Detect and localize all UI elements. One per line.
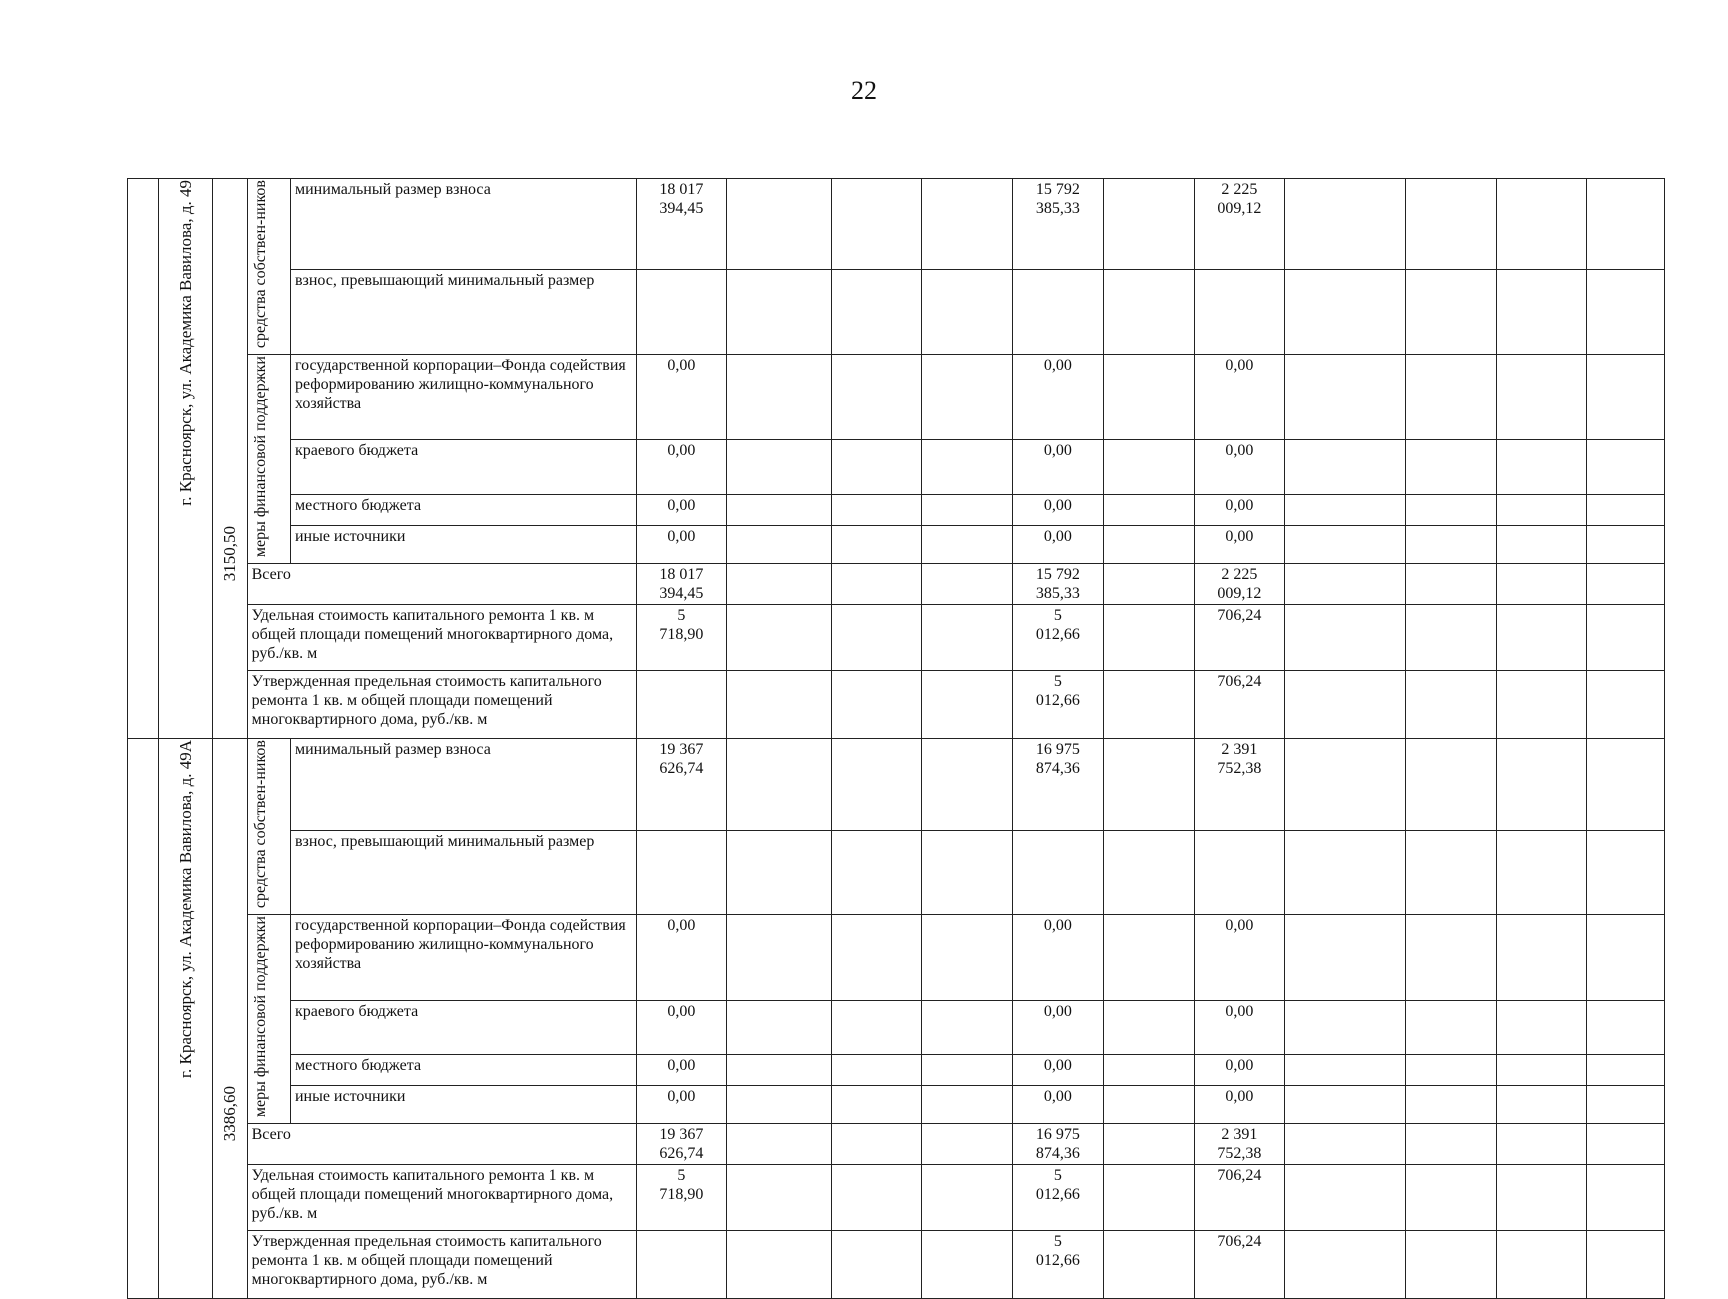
unit-cost-value-b: 5 012,66 [1012, 1165, 1103, 1231]
empty-cell [922, 179, 1013, 270]
empty-cell [1496, 525, 1587, 563]
other-sources-value-c: 0,00 [1194, 1086, 1285, 1124]
empty-cell [922, 564, 1013, 605]
other-sources-value-b: 0,00 [1012, 1086, 1103, 1124]
empty-cell [1103, 440, 1194, 494]
empty-cell [1285, 270, 1406, 355]
fund-value-a: 0,00 [636, 355, 727, 440]
empty-cell [1103, 830, 1194, 915]
empty-cell [922, 270, 1013, 355]
empty-cell [1285, 671, 1406, 739]
empty-cell [1587, 1231, 1665, 1299]
empty-cell [1496, 355, 1587, 440]
empty-cell [1405, 1124, 1496, 1165]
empty-cell [832, 830, 922, 915]
empty-cell [1405, 1231, 1496, 1299]
table-row [128, 440, 1665, 494]
table-row [128, 1124, 1665, 1165]
table-row [128, 915, 1665, 1000]
empty-cell [1103, 1231, 1194, 1299]
empty-cell [1587, 830, 1665, 915]
unit-cost-label: Удельная стоимость капитального ремонта 1 кв. м общей площади помещений многоквартирного дома, руб./кв. м [247, 1165, 636, 1231]
regional-budget-value-c: 0,00 [1194, 440, 1285, 494]
local-budget-value-b: 0,00 [1012, 494, 1103, 525]
empty-cell [1103, 739, 1194, 830]
other-sources-value-c: 0,00 [1194, 525, 1285, 563]
fund-value-b: 0,00 [1012, 915, 1103, 1000]
empty-cell [1496, 494, 1587, 525]
min-contribution-value-a: 18 017 394,45 [636, 179, 727, 270]
limit-cost-value-c: 706,24 [1194, 671, 1285, 739]
empty-cell [922, 605, 1013, 671]
support-measures-label: меры финансовой поддержки [247, 915, 290, 1124]
empty-cell [1103, 355, 1194, 440]
empty-cell [727, 1165, 832, 1231]
over-min-label: взнос, превышающий минимальный размер [290, 830, 636, 915]
empty-cell [1496, 1000, 1587, 1054]
empty-cell [832, 1124, 922, 1165]
empty-cell [832, 179, 922, 270]
page-number: 22 [851, 76, 877, 105]
table-row [128, 1165, 1665, 1231]
building-address: г. Красноярск, ул. Академика Вавилова, д. 49А [158, 739, 212, 1299]
empty-cell [922, 739, 1013, 830]
unit-cost-label: Удельная стоимость капитального ремонта 1 кв. м общей площади помещений многоквартирного дома, руб./кв. м [247, 605, 636, 671]
empty-cell [1405, 739, 1496, 830]
empty-cell [1496, 179, 1587, 270]
fund-label: государственной корпорации–Фонда содействия реформированию жилищно-коммунального хозяйства [290, 915, 636, 1000]
min-contribution-value-c: 2 391 752,38 [1194, 739, 1285, 830]
empty-cell [922, 830, 1013, 915]
min-contribution-label: минимальный размер взноса [290, 179, 636, 270]
over-min-label: взнос, превышающий минимальный размер [290, 270, 636, 355]
other-sources-value-b: 0,00 [1012, 525, 1103, 563]
regional-budget-value-a: 0,00 [636, 1000, 727, 1054]
fund-label: государственной корпорации–Фонда содействия реформированию жилищно-коммунального хозяйства [290, 355, 636, 440]
regional-budget-value-c: 0,00 [1194, 1000, 1285, 1054]
unit-cost-value-a: 5 718,90 [636, 605, 727, 671]
empty-cell [1587, 1165, 1665, 1231]
empty-cell [922, 440, 1013, 494]
empty-cell [1103, 270, 1194, 355]
limit-cost-value-c: 706,24 [1194, 1231, 1285, 1299]
empty-cell [1587, 564, 1665, 605]
empty-cell [1405, 830, 1496, 915]
empty-cell [922, 915, 1013, 1000]
empty-cell [1405, 494, 1496, 525]
empty-cell [1285, 1086, 1406, 1124]
empty-cell [1587, 440, 1665, 494]
total-value-c: 2 225 009,12 [1194, 564, 1285, 605]
limit-cost-label: Утвержденная предельная стоимость капитального ремонта 1 кв. м общей площади помещений многоквартирного дома, руб./кв. м [247, 1231, 636, 1299]
empty-cell [1285, 1231, 1406, 1299]
empty-cell [727, 179, 832, 270]
total-label: Всего [247, 1124, 636, 1165]
row-number-cell [128, 739, 159, 1299]
empty-cell [1103, 1165, 1194, 1231]
empty-cell [727, 355, 832, 440]
table-row [128, 494, 1665, 525]
empty-cell [727, 915, 832, 1000]
empty-cell [727, 739, 832, 830]
empty-cell [1405, 270, 1496, 355]
empty-cell [1285, 915, 1406, 1000]
empty-cell [727, 830, 832, 915]
empty-cell [727, 1124, 832, 1165]
empty-cell [832, 1054, 922, 1085]
empty-cell [1496, 1086, 1587, 1124]
regional-budget-label: краевого бюджета [290, 440, 636, 494]
empty-cell [1285, 440, 1406, 494]
empty-cell [1285, 1165, 1406, 1231]
empty-cell [1496, 739, 1587, 830]
empty-cell [832, 1086, 922, 1124]
total-value-a: 19 367 626,74 [636, 1124, 727, 1165]
empty-cell [1496, 1165, 1587, 1231]
over-min-value-c [1194, 830, 1285, 915]
empty-cell [922, 671, 1013, 739]
empty-cell [1103, 671, 1194, 739]
limit-cost-value-a [636, 1231, 727, 1299]
table-row [128, 830, 1665, 915]
empty-cell [922, 1165, 1013, 1231]
empty-cell [1405, 671, 1496, 739]
empty-cell [1103, 1124, 1194, 1165]
empty-cell [727, 270, 832, 355]
empty-cell [832, 671, 922, 739]
local-budget-label: местного бюджета [290, 494, 636, 525]
empty-cell [832, 915, 922, 1000]
fund-value-a: 0,00 [636, 915, 727, 1000]
over-min-value-c [1194, 270, 1285, 355]
empty-cell [832, 494, 922, 525]
empty-cell [1496, 1124, 1587, 1165]
empty-cell [832, 525, 922, 563]
table-row [128, 739, 1665, 830]
empty-cell [1103, 1000, 1194, 1054]
empty-cell [1496, 605, 1587, 671]
regional-budget-value-a: 0,00 [636, 440, 727, 494]
table-row [128, 671, 1665, 739]
empty-cell [1496, 830, 1587, 915]
support-measures-label: меры финансовой поддержки [247, 355, 290, 564]
empty-cell [1103, 915, 1194, 1000]
unit-cost-value-c: 706,24 [1194, 1165, 1285, 1231]
total-label: Всего [247, 564, 636, 605]
empty-cell [1587, 1000, 1665, 1054]
empty-cell [1587, 355, 1665, 440]
empty-cell [1587, 525, 1665, 563]
owners-funds-label: средства собствен-ников [247, 739, 290, 915]
empty-cell [1405, 915, 1496, 1000]
limit-cost-value-a [636, 671, 727, 739]
unit-cost-value-a: 5 718,90 [636, 1165, 727, 1231]
min-contribution-value-b: 15 792 385,33 [1012, 179, 1103, 270]
empty-cell [1285, 355, 1406, 440]
empty-cell [922, 1000, 1013, 1054]
empty-cell [727, 1086, 832, 1124]
local-budget-value-b: 0,00 [1012, 1054, 1103, 1085]
other-sources-value-a: 0,00 [636, 1086, 727, 1124]
unit-cost-value-c: 706,24 [1194, 605, 1285, 671]
over-min-value-a [636, 270, 727, 355]
empty-cell [1587, 270, 1665, 355]
empty-cell [1285, 1000, 1406, 1054]
min-contribution-value-b: 16 975 874,36 [1012, 739, 1103, 830]
empty-cell [832, 440, 922, 494]
table-row [128, 1086, 1665, 1124]
min-contribution-value-c: 2 225 009,12 [1194, 179, 1285, 270]
empty-cell [922, 1054, 1013, 1085]
empty-cell [832, 605, 922, 671]
empty-cell [922, 1231, 1013, 1299]
empty-cell [1285, 1054, 1406, 1085]
local-budget-value-c: 0,00 [1194, 1054, 1285, 1085]
empty-cell [727, 525, 832, 563]
empty-cell [1285, 1124, 1406, 1165]
min-contribution-label: минимальный размер взноса [290, 739, 636, 830]
local-budget-value-a: 0,00 [636, 494, 727, 525]
owners-funds-label: средства собствен-ников [247, 179, 290, 355]
empty-cell [727, 605, 832, 671]
empty-cell [1587, 179, 1665, 270]
total-value-b: 15 792 385,33 [1012, 564, 1103, 605]
empty-cell [1405, 605, 1496, 671]
building-address: г. Красноярск, ул. Академика Вавилова, д. 49 [158, 179, 212, 739]
fund-value-c: 0,00 [1194, 915, 1285, 1000]
empty-cell [1405, 179, 1496, 270]
over-min-value-a [636, 830, 727, 915]
empty-cell [1103, 494, 1194, 525]
empty-cell [1587, 605, 1665, 671]
empty-cell [1103, 1086, 1194, 1124]
capital-repair-table [127, 178, 1665, 1299]
table-row [128, 179, 1665, 270]
empty-cell [832, 355, 922, 440]
empty-cell [832, 564, 922, 605]
empty-cell [1285, 605, 1406, 671]
empty-cell [1587, 739, 1665, 830]
empty-cell [832, 270, 922, 355]
empty-cell [1103, 564, 1194, 605]
empty-cell [832, 1231, 922, 1299]
empty-cell [727, 1000, 832, 1054]
limit-cost-value-b: 5 012,66 [1012, 671, 1103, 739]
total-value-b: 16 975 874,36 [1012, 1124, 1103, 1165]
table-row [128, 1054, 1665, 1085]
table-row [128, 564, 1665, 605]
empty-cell [1405, 1000, 1496, 1054]
empty-cell [727, 494, 832, 525]
table-row [128, 605, 1665, 671]
empty-cell [1587, 671, 1665, 739]
empty-cell [727, 671, 832, 739]
over-min-value-b [1012, 270, 1103, 355]
empty-cell [727, 1231, 832, 1299]
empty-cell [1405, 355, 1496, 440]
empty-cell [1405, 564, 1496, 605]
fund-value-b: 0,00 [1012, 355, 1103, 440]
min-contribution-value-a: 19 367 626,74 [636, 739, 727, 830]
local-budget-value-a: 0,00 [636, 1054, 727, 1085]
empty-cell [1103, 179, 1194, 270]
empty-cell [1405, 440, 1496, 494]
table-row [128, 355, 1665, 440]
empty-cell [1587, 1054, 1665, 1085]
empty-cell [1587, 915, 1665, 1000]
empty-cell [1285, 494, 1406, 525]
empty-cell [1496, 1054, 1587, 1085]
limit-cost-label: Утвержденная предельная стоимость капитального ремонта 1 кв. м общей площади помещений многоквартирного дома, руб./кв. м [247, 671, 636, 739]
table-row [128, 270, 1665, 355]
empty-cell [922, 525, 1013, 563]
empty-cell [922, 355, 1013, 440]
total-value-c: 2 391 752,38 [1194, 1124, 1285, 1165]
empty-cell [1587, 494, 1665, 525]
row-number-cell [128, 179, 159, 739]
table-row [128, 1231, 1665, 1299]
empty-cell [1496, 440, 1587, 494]
other-sources-label: иные источники [290, 525, 636, 563]
empty-cell [1496, 1231, 1587, 1299]
empty-cell [1405, 1165, 1496, 1231]
empty-cell [922, 1124, 1013, 1165]
empty-cell [1496, 915, 1587, 1000]
table-row [128, 1000, 1665, 1054]
empty-cell [1496, 671, 1587, 739]
unit-cost-value-b: 5 012,66 [1012, 605, 1103, 671]
empty-cell [1103, 1054, 1194, 1085]
empty-cell [1405, 1054, 1496, 1085]
empty-cell [832, 739, 922, 830]
empty-cell [832, 1000, 922, 1054]
local-budget-value-c: 0,00 [1194, 494, 1285, 525]
local-budget-label: местного бюджета [290, 1054, 636, 1085]
building-area: 3386,60 [212, 739, 247, 1299]
empty-cell [1103, 525, 1194, 563]
limit-cost-value-b: 5 012,66 [1012, 1231, 1103, 1299]
regional-budget-value-b: 0,00 [1012, 1000, 1103, 1054]
fund-value-c: 0,00 [1194, 355, 1285, 440]
over-min-value-b [1012, 830, 1103, 915]
regional-budget-label: краевого бюджета [290, 1000, 636, 1054]
empty-cell [1405, 1086, 1496, 1124]
empty-cell [1103, 605, 1194, 671]
empty-cell [727, 564, 832, 605]
empty-cell [1285, 525, 1406, 563]
empty-cell [1587, 1086, 1665, 1124]
other-sources-label: иные источники [290, 1086, 636, 1124]
empty-cell [1285, 564, 1406, 605]
table-body [128, 179, 1665, 1299]
other-sources-value-a: 0,00 [636, 525, 727, 563]
total-value-a: 18 017 394,45 [636, 564, 727, 605]
empty-cell [1285, 830, 1406, 915]
empty-cell [922, 494, 1013, 525]
building-area: 3150,50 [212, 179, 247, 739]
table-row [128, 525, 1665, 563]
empty-cell [1285, 179, 1406, 270]
empty-cell [922, 1086, 1013, 1124]
empty-cell [832, 1165, 922, 1231]
empty-cell [1405, 525, 1496, 563]
empty-cell [1496, 564, 1587, 605]
empty-cell [727, 1054, 832, 1085]
regional-budget-value-b: 0,00 [1012, 440, 1103, 494]
empty-cell [727, 440, 832, 494]
empty-cell [1587, 1124, 1665, 1165]
empty-cell [1285, 739, 1406, 830]
empty-cell [1496, 270, 1587, 355]
